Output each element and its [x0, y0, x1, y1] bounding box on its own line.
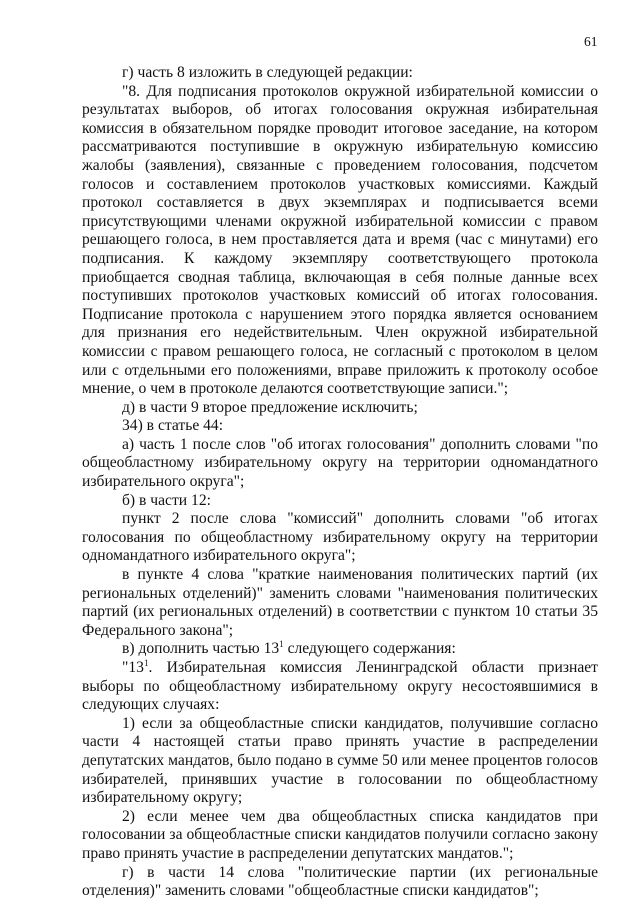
paragraph-article-44: 34) в статье 44: [122, 417, 224, 435]
paragraph-part-13-1-number: "13 [122, 659, 144, 676]
superscript: 1 [279, 639, 284, 650]
paragraph-point-2: пункт 2 после слова "комиссий" дополнить словами "об итогах голосования по общеобластному избирательному округу на территории одномандатного избирательного округа"; [82, 510, 598, 565]
paragraph-case-1: 1) если за общеобластные списки кандидатов, получившие согласно части 4 настоящей статьи право принять участие в распределении депутатских мандатов, было подано в сумме 50 или менее процентов голосов избирателей, принявших участие в голосовании по общеобластному избирательному округу; [82, 714, 598, 807]
document-body [82, 64, 598, 901]
paragraph-item-b: б) в части 12: [122, 491, 211, 509]
paragraph-item-d: д) в части 9 второе предложение исключить; [122, 398, 418, 416]
paragraph-item-v-text: в) дополнить частью 13 [122, 640, 280, 658]
paragraph-part-8-text: "8. Для подписания протоколов окружной избирательной комиссии о результатах выборов, об итогах голосования окружная избирательная комиссия в обязательном порядке проводит итоговое заседание, на котором рассматриваются поступившие в окружную избирательную комиссию жалобы (заявления), связанные с проведением голосования, подсчетом голосов и составлением протоколов участковых комиссиями. Каждый протокол составляется в двух экземплярах и подписывается всеми присутствующими членами окружной избирательной комиссии с правом решающего голоса, в нем проставляется дата и время (час с минутами) его подписания. К каждому экземпляру соответствующего протокола приобщается сводная таблица, включающая в себя полные данные всех поступивших протоколов участковых комиссий об итогах голосования. Подписание протокола с нарушением этого порядка является основанием для признания его недействительным. Член окружной избирательной комиссии с правом решающего голоса, не согласный с протоколом в целом или с отдельными его положениями, вправе приложить к протоколу особое мнение, о чем в протоколе делаются соответствующие записи."; [82, 82, 598, 398]
paragraph-item-g-part-14: г) в части 14 слова "политические партии (их региональные отделения)" заменить словами "общеобластные списки кандидатов"; [82, 863, 598, 900]
paragraph-item-g-intro: г) часть 8 изложить в следующей редакции: [122, 64, 413, 81]
paragraph-point-4: в пункте 4 слова "краткие наименования политических партий (их региональных отделений)" заменить словами "наименования политических партий (их региональных отделений) в соответствии с пунктом 10 статьи 35 Федерального закона"; [82, 566, 598, 639]
page-number: 61 [584, 34, 598, 49]
paragraph-item-v-tail: следующего содержания: [283, 640, 456, 658]
paragraph-case-2: 2) если менее чем два общеобластных списка кандидатов при голосовании за общеобластные списки кандидатов получили согласно закону право принять участие в распределении депутатских мандатов."; [82, 807, 598, 862]
superscript: 1 [143, 658, 149, 668]
paragraph-item-a: а) часть 1 после слов "об итогах голосования" дополнить словами "по общеобластному избирательному округу на территории одномандатного избирательного округа"; [82, 435, 598, 491]
paragraph-part-13-1-text: . Избирательная комиссия Ленинградской области признает выборы по общеобластному избирательному округу несостоявшимися в следующих случаях: [82, 659, 598, 714]
paragraph-part-13-1 [82, 659, 598, 715]
paragraph-item-v [82, 640, 598, 659]
